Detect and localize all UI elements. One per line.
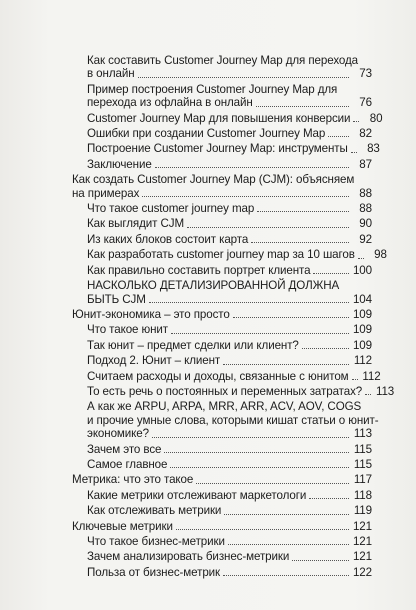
dot-leader [351, 152, 357, 153]
toc-title-line: Как отслеживать метрики [87, 504, 222, 518]
toc-title-last-line [87, 233, 372, 246]
toc-page-number: 122 [352, 565, 372, 579]
dot-leader [309, 498, 349, 499]
toc-section-entry [72, 111, 383, 125]
dot-leader [358, 258, 364, 259]
toc-section-entry [72, 279, 372, 306]
toc-title-line: Из каких блоков состоит карта [87, 232, 249, 246]
toc-page-number: 92 [359, 232, 372, 246]
toc-title-line: Так юнит – предмет сделки или клиент? [87, 338, 299, 352]
toc-section-entry [72, 54, 372, 81]
toc-title-line: Зачем анализировать бизнес-метрики [87, 550, 290, 564]
toc-title-line: Как составить Customer Journey Map для перехода [87, 54, 358, 67]
toc-section-entry [72, 443, 372, 456]
dot-leader [171, 333, 349, 334]
toc-chapter-entry [72, 173, 372, 200]
toc-page-number: 121 [352, 519, 372, 533]
toc-section-entry [72, 202, 372, 215]
toc-page-number: 88 [359, 186, 372, 200]
toc-title-last-line [87, 369, 381, 383]
toc-title-line: Что такое бизнес-метрики [87, 535, 225, 548]
toc-title-line: Пример построения Customer Journey Map для [87, 82, 338, 96]
toc-page-number: 82 [359, 127, 372, 141]
toc-title-last-line [87, 293, 372, 306]
toc-title-last-line [87, 443, 372, 456]
toc-title-last-line [87, 217, 372, 230]
dot-leader [164, 452, 349, 453]
toc-page-number: 80 [369, 111, 383, 125]
toc-title-last-line [72, 520, 372, 533]
toc-title-line: То есть речь о постоянных и переменных затратах? [87, 384, 363, 398]
toc-title-last-line [72, 473, 372, 486]
toc-title-line: Заключение [87, 157, 152, 171]
dot-leader [170, 467, 349, 468]
toc-title-last-line [72, 187, 372, 200]
toc-section-entry [72, 535, 372, 548]
dot-leader [292, 560, 349, 561]
toc-title-last-line [87, 264, 372, 277]
toc-title-line: Как создать Customer Journey Map (CJM): объясняем [72, 173, 355, 187]
toc-title-last-line [87, 566, 372, 579]
toc-section-entry [72, 83, 372, 110]
toc-chapter-entry [72, 308, 372, 321]
toc-title-line: Юнит-экономика – это просто [72, 307, 230, 321]
toc-title-line: Подход 2. Юнит – клиент [87, 354, 221, 368]
toc-section-entry [72, 248, 387, 262]
toc-title-line: Построение Customer Journey Map: инструменты [87, 142, 348, 156]
toc-title-last-line [87, 535, 372, 548]
dot-leader [233, 317, 349, 318]
dot-leader [352, 379, 358, 380]
toc-section-entry [72, 354, 372, 367]
dot-leader [155, 167, 349, 168]
toc-section-entry [72, 233, 372, 246]
toc-page-number: 118 [353, 488, 372, 502]
toc-section-entry [72, 217, 372, 230]
toc-page-number: 83 [367, 142, 380, 156]
dot-leader [224, 514, 349, 515]
toc-page-number: 109 [352, 307, 372, 321]
toc-page-number: 87 [359, 157, 372, 171]
dot-leader [256, 106, 349, 107]
toc-title-line: Польза от бизнес-метрик [87, 565, 221, 579]
toc-title-line: Что такое customer journey map [87, 202, 255, 216]
toc-title-line: Самое главное [87, 457, 168, 471]
toc-title-line: Ошибки при создании Customer Journey Map [87, 127, 326, 141]
toc-title-last-line [87, 202, 372, 215]
toc-page-number: 121 [352, 535, 372, 548]
toc-section-entry [72, 566, 372, 579]
toc-title-last-line [87, 96, 372, 109]
toc-page-number: 117 [353, 473, 372, 487]
toc-title-last-line [87, 504, 372, 517]
toc-title-line: на примерах [72, 186, 140, 200]
toc-title-last-line [87, 248, 387, 262]
toc-section-entry [72, 158, 372, 171]
toc-page-number: 115 [353, 442, 372, 456]
toc-title-line: экономике? [87, 427, 149, 441]
dot-leader [142, 196, 349, 197]
toc-section-entry [72, 127, 372, 140]
toc-title-line: А как же ARPU, ARPA, MRR, ARR, ACV, AOV, COGS [87, 400, 362, 414]
dot-leader [302, 348, 349, 349]
toc-page-number: 119 [353, 504, 372, 518]
toc-title-last-line [87, 67, 372, 80]
toc-section-entry [72, 489, 372, 502]
toc-page-number: 104 [352, 292, 372, 306]
dot-leader [365, 394, 371, 395]
dot-leader [353, 121, 359, 122]
toc-section-entry [72, 142, 380, 156]
toc-title-last-line [87, 339, 372, 352]
toc-title-last-line [87, 354, 372, 367]
toc-title-last-line [87, 142, 380, 156]
toc-section-entry [72, 400, 379, 441]
toc-page-number: 109 [352, 338, 372, 352]
toc-page-number: 112 [362, 369, 381, 383]
toc-title-line: НАСКОЛЬКО ДЕТАЛИЗИРОВАННОЙ ДОЛЖНА [87, 279, 340, 293]
toc-section-entry [72, 458, 372, 471]
toc-title-last-line [87, 111, 383, 125]
toc-title-last-line [87, 127, 372, 140]
toc-title-line: Метрика: что это такое [72, 473, 194, 487]
dot-leader [251, 242, 349, 243]
toc-page-number: 109 [352, 323, 372, 337]
toc-title-last-line [87, 427, 372, 440]
toc-page-number: 73 [359, 67, 372, 81]
dot-leader [223, 575, 349, 576]
toc-title-line: Customer Journey Map для повышения конверсии [87, 111, 351, 125]
table-of-contents [72, 54, 395, 581]
toc-title-last-line [87, 384, 395, 398]
toc-title-last-line [87, 158, 372, 171]
toc-section-entry [72, 369, 381, 383]
toc-title-line: Считаем расходы и доходы, связанные с юнитом [87, 369, 349, 383]
toc-page-number: 112 [353, 354, 372, 368]
dot-leader [149, 302, 349, 303]
toc-title-line: Какие метрики отслеживают маркетологи [87, 488, 307, 502]
toc-title-line: и прочие умные слова, которыми кишат статьи о юнит- [87, 413, 379, 427]
toc-section-entry [72, 550, 372, 563]
toc-title-last-line [87, 489, 372, 502]
dot-leader [328, 136, 349, 137]
toc-page-number: 113 [353, 427, 372, 441]
dot-leader [138, 77, 349, 78]
dot-leader [223, 364, 349, 365]
toc-section-entry [72, 339, 372, 352]
toc-page-number: 76 [359, 96, 372, 110]
dot-leader [176, 529, 349, 530]
toc-page-number: 98 [374, 248, 387, 262]
toc-page-number: 100 [352, 263, 372, 277]
toc-title-last-line [87, 323, 372, 336]
toc-title-line: в онлайн [87, 67, 135, 81]
dot-leader [196, 483, 349, 484]
toc-section-entry [72, 504, 372, 517]
toc-title-line: перехода из офлайна в онлайн [87, 96, 253, 110]
dot-leader [187, 227, 349, 228]
toc-title-line: Ключевые метрики [72, 519, 173, 533]
toc-title-line: Как выглядит CJM [87, 217, 185, 231]
dot-leader [313, 273, 349, 274]
toc-title-line: Как разработать customer journey map за 10 шагов [87, 248, 355, 262]
dot-leader [228, 544, 349, 545]
toc-section-entry [72, 264, 372, 277]
toc-page-number: 90 [359, 217, 372, 231]
dot-leader [152, 437, 349, 438]
toc-page-number: 115 [353, 457, 372, 471]
toc-title-line: БЫТЬ CJM [87, 292, 146, 306]
toc-section-entry [72, 323, 372, 336]
toc-title-last-line [87, 458, 372, 471]
toc-page-number: 121 [352, 550, 372, 564]
toc-page-number: 113 [375, 384, 395, 398]
toc-chapter-entry [72, 473, 372, 486]
toc-title-last-line [87, 550, 372, 563]
toc-title-line: Как правильно составить портрет клиента [87, 263, 311, 277]
toc-chapter-entry [72, 520, 372, 533]
toc-section-entry [72, 384, 395, 398]
toc-page-number: 88 [359, 202, 372, 216]
dot-leader [257, 211, 349, 212]
toc-title-last-line [72, 308, 372, 321]
toc-title-line: Зачем это все [87, 442, 162, 456]
toc-title-line: Что такое юнит [87, 323, 169, 337]
